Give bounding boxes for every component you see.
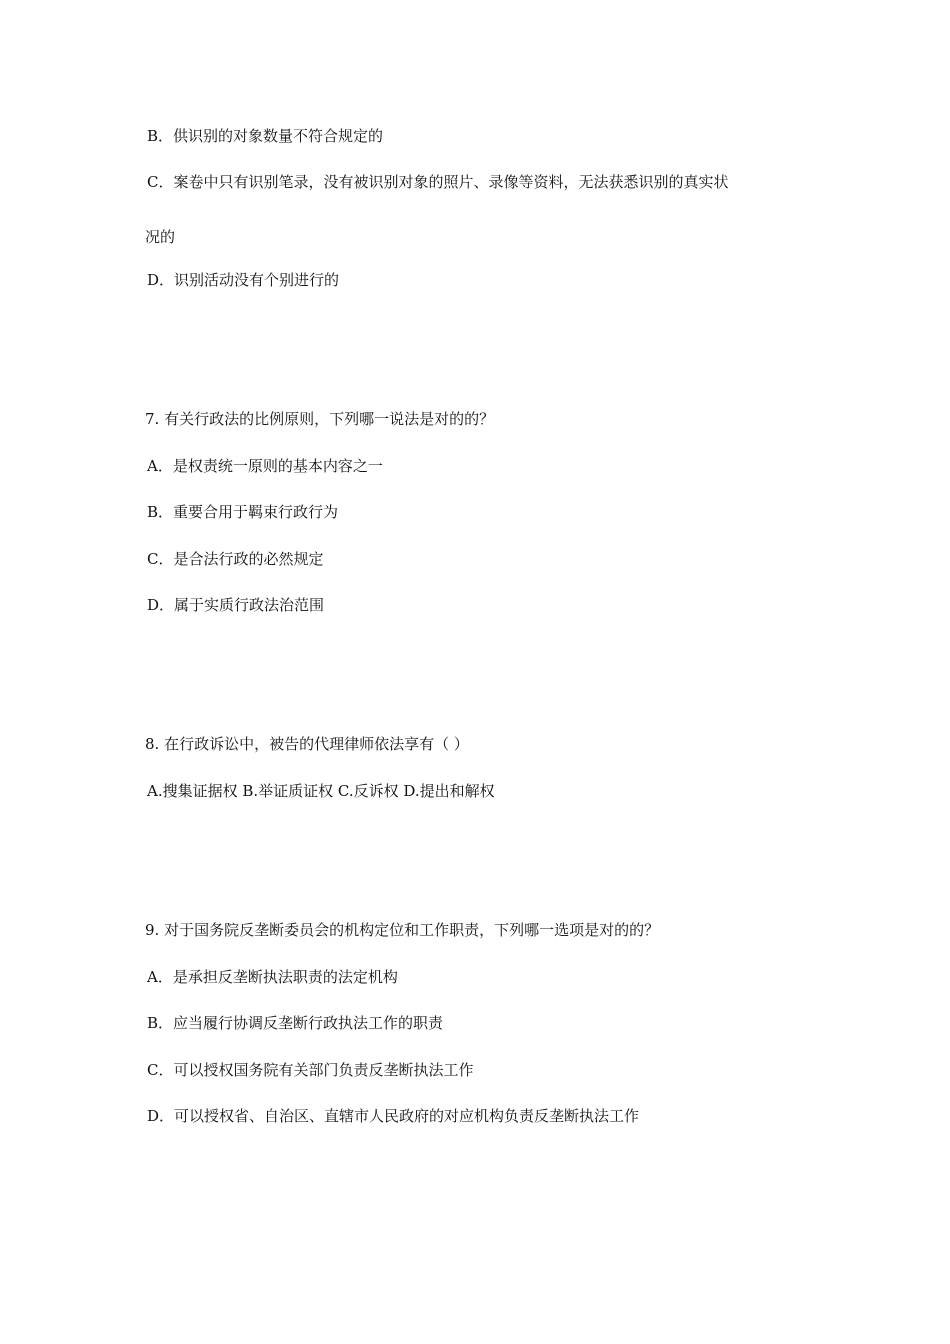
q6-option-c-line2: 况的 [145,228,176,246]
q7-option-a: A．是权责统一原则的基本内容之一 [147,457,383,475]
q8-options: A.搜集证据权 B.举证质证权 C.反诉权 D.提出和解权 [147,782,495,800]
q7-option-b: B．重要合用于羁束行政行为 [147,503,339,521]
q9-option-c: C．可以授权国务院有关部门负责反垄断执法工作 [147,1061,474,1079]
q7-option-c: C．是合法行政的必然规定 [147,550,324,568]
q9-stem: 9. 对于国务院反垄断委员会的机构定位和工作职责，下列哪一选项是对的的？ [145,921,660,939]
q9-option-b: B．应当履行协调反垄断行政执法工作的职责 [147,1014,444,1032]
q9-option-a: A．是承担反垄断执法职责的法定机构 [147,968,398,986]
q9-option-d: D．可以授权省、自治区、直辖市人民政府的对应机构负责反垄断执法工作 [147,1107,640,1125]
q6-option-b: B．供识别的对象数量不符合规定的 [147,127,384,145]
q6-option-d: D．识别活动没有个别进行的 [147,271,340,289]
q8-stem: 8. 在行政诉讼中，被告的代理律师依法享有（ ） [145,735,469,753]
q6-option-c-line1: C．案卷中只有识别笔录，没有被识别对象的照片、录像等资料，无法获悉识别的真实状 [147,173,729,191]
q7-option-d: D．属于实质行政法治范围 [147,596,325,614]
q7-stem: 7. 有关行政法的比例原则，下列哪一说法是对的的？ [145,410,495,428]
